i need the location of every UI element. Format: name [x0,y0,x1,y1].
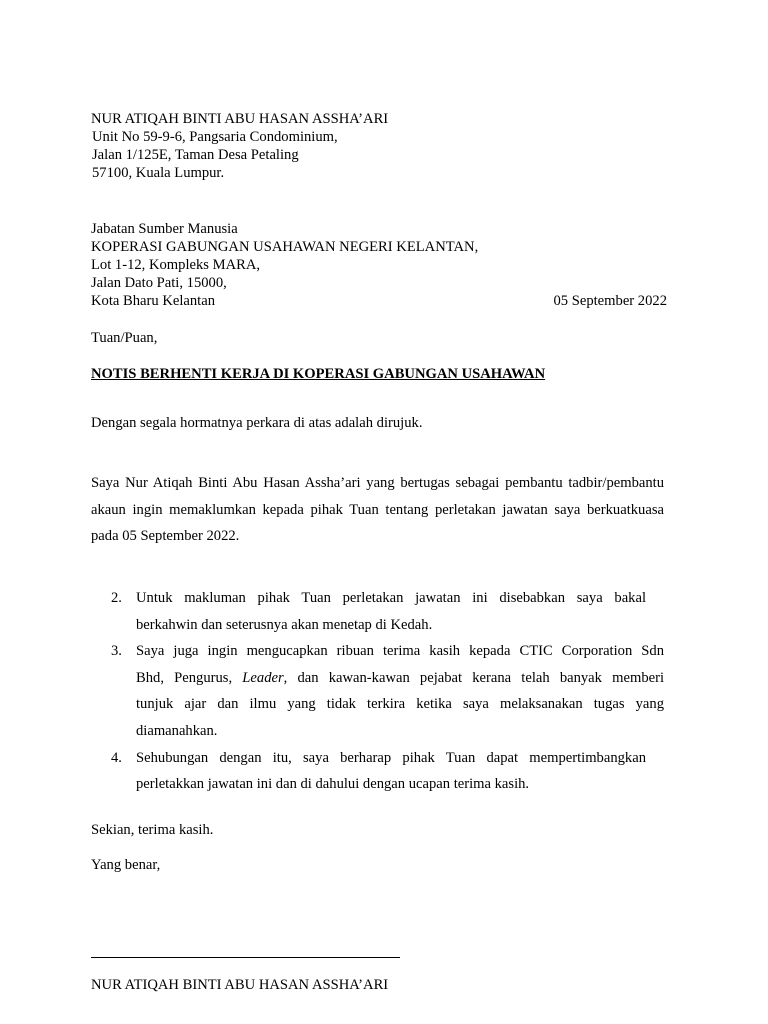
list-item-line [136,665,664,692]
letter-date: 05 September 2022 [553,293,667,309]
list-number: 4. [111,749,122,766]
list-item-line: Sehubungan dengan itu, saya berharap pihak Tuan dapat mempertimbangkan [136,749,646,766]
sender-name: NUR ATIQAH BINTI ABU HASAN ASSHA’ARI [91,111,389,127]
body-paragraph [91,470,664,550]
list-number: 2. [111,590,122,606]
list-item-emphasis: Leader [242,669,284,686]
list-item-text: , dan kawan-kawan pejabat kerana telah banyak memberi [283,669,665,686]
signature-name: NUR ATIQAH BINTI ABU HASAN ASSHA’ARI [91,977,389,993]
recipient-line: Kota Bharu Kelantan [91,293,216,309]
sender-block [91,110,388,182]
list-number: 3. [111,643,122,660]
reference-line: Dengan segala hormatnya perkara di atas adalah dirujuk. [91,415,423,431]
paragraph-line: Saya Nur Atiqah Binti Abu Hasan Assha’ari yang bertugas sebagai pembantu tadbir/pembantu [91,475,664,491]
signature-line [91,957,400,958]
list-item-line: diamanahkan. [136,722,218,739]
list-item-line: perletakkan jawatan ini dan di dahului dengan ucapan terima kasih. [136,776,530,793]
list-item [91,585,664,638]
list-item-line: berkahwin dan seterusnya akan menetap di Kedah. [136,616,433,633]
list-item-text: Bhd, Pengurus, [136,669,243,686]
numbered-list [91,585,664,798]
sender-address-line: Jalan 1/125E, Taman Desa Petaling [92,147,299,163]
recipient-line: Lot 1-12, Kompleks MARA, [91,257,261,273]
list-item-line: Untuk makluman pihak Tuan perletakan jawatan ini disebabkan saya bakal [136,590,646,606]
paragraph-line: akaun ingin memaklumkan kepada pihak Tuan tentang perletakan jawatan saya berkuatkuasa [91,501,664,518]
list-item-line: tunjuk ajar dan ilmu yang tidak terkira ketika saya melaksanakan tugas yang [136,696,664,713]
recipient-line: Jabatan Sumber Manusia [91,221,238,237]
list-item [91,745,664,798]
salutation: Tuan/Puan, [91,330,158,346]
subject-heading: NOTIS BERHENTI KERJA DI KOPERASI GABUNGAN USAHAWAN [91,366,546,382]
closing-line: Sekian, terima kasih. [91,822,214,838]
sign-off: Yang benar, [91,857,161,873]
recipient-line: KOPERASI GABUNGAN USAHAWAN NEGERI KELANTAN, [91,239,479,255]
sender-address-line: Unit No 59-9-6, Pangsaria Condominium, [92,129,338,145]
recipient-line: Jalan Dato Pati, 15000, [91,275,227,291]
list-item-line: Saya juga ingin mengucapkan ribuan terima kasih kepada CTIC Corporation Sdn [136,643,664,660]
sender-address-line: 57100, Kuala Lumpur. [92,165,225,181]
list-item [91,638,664,744]
paragraph-line: pada 05 September 2022. [91,528,240,545]
recipient-block [91,220,478,310]
